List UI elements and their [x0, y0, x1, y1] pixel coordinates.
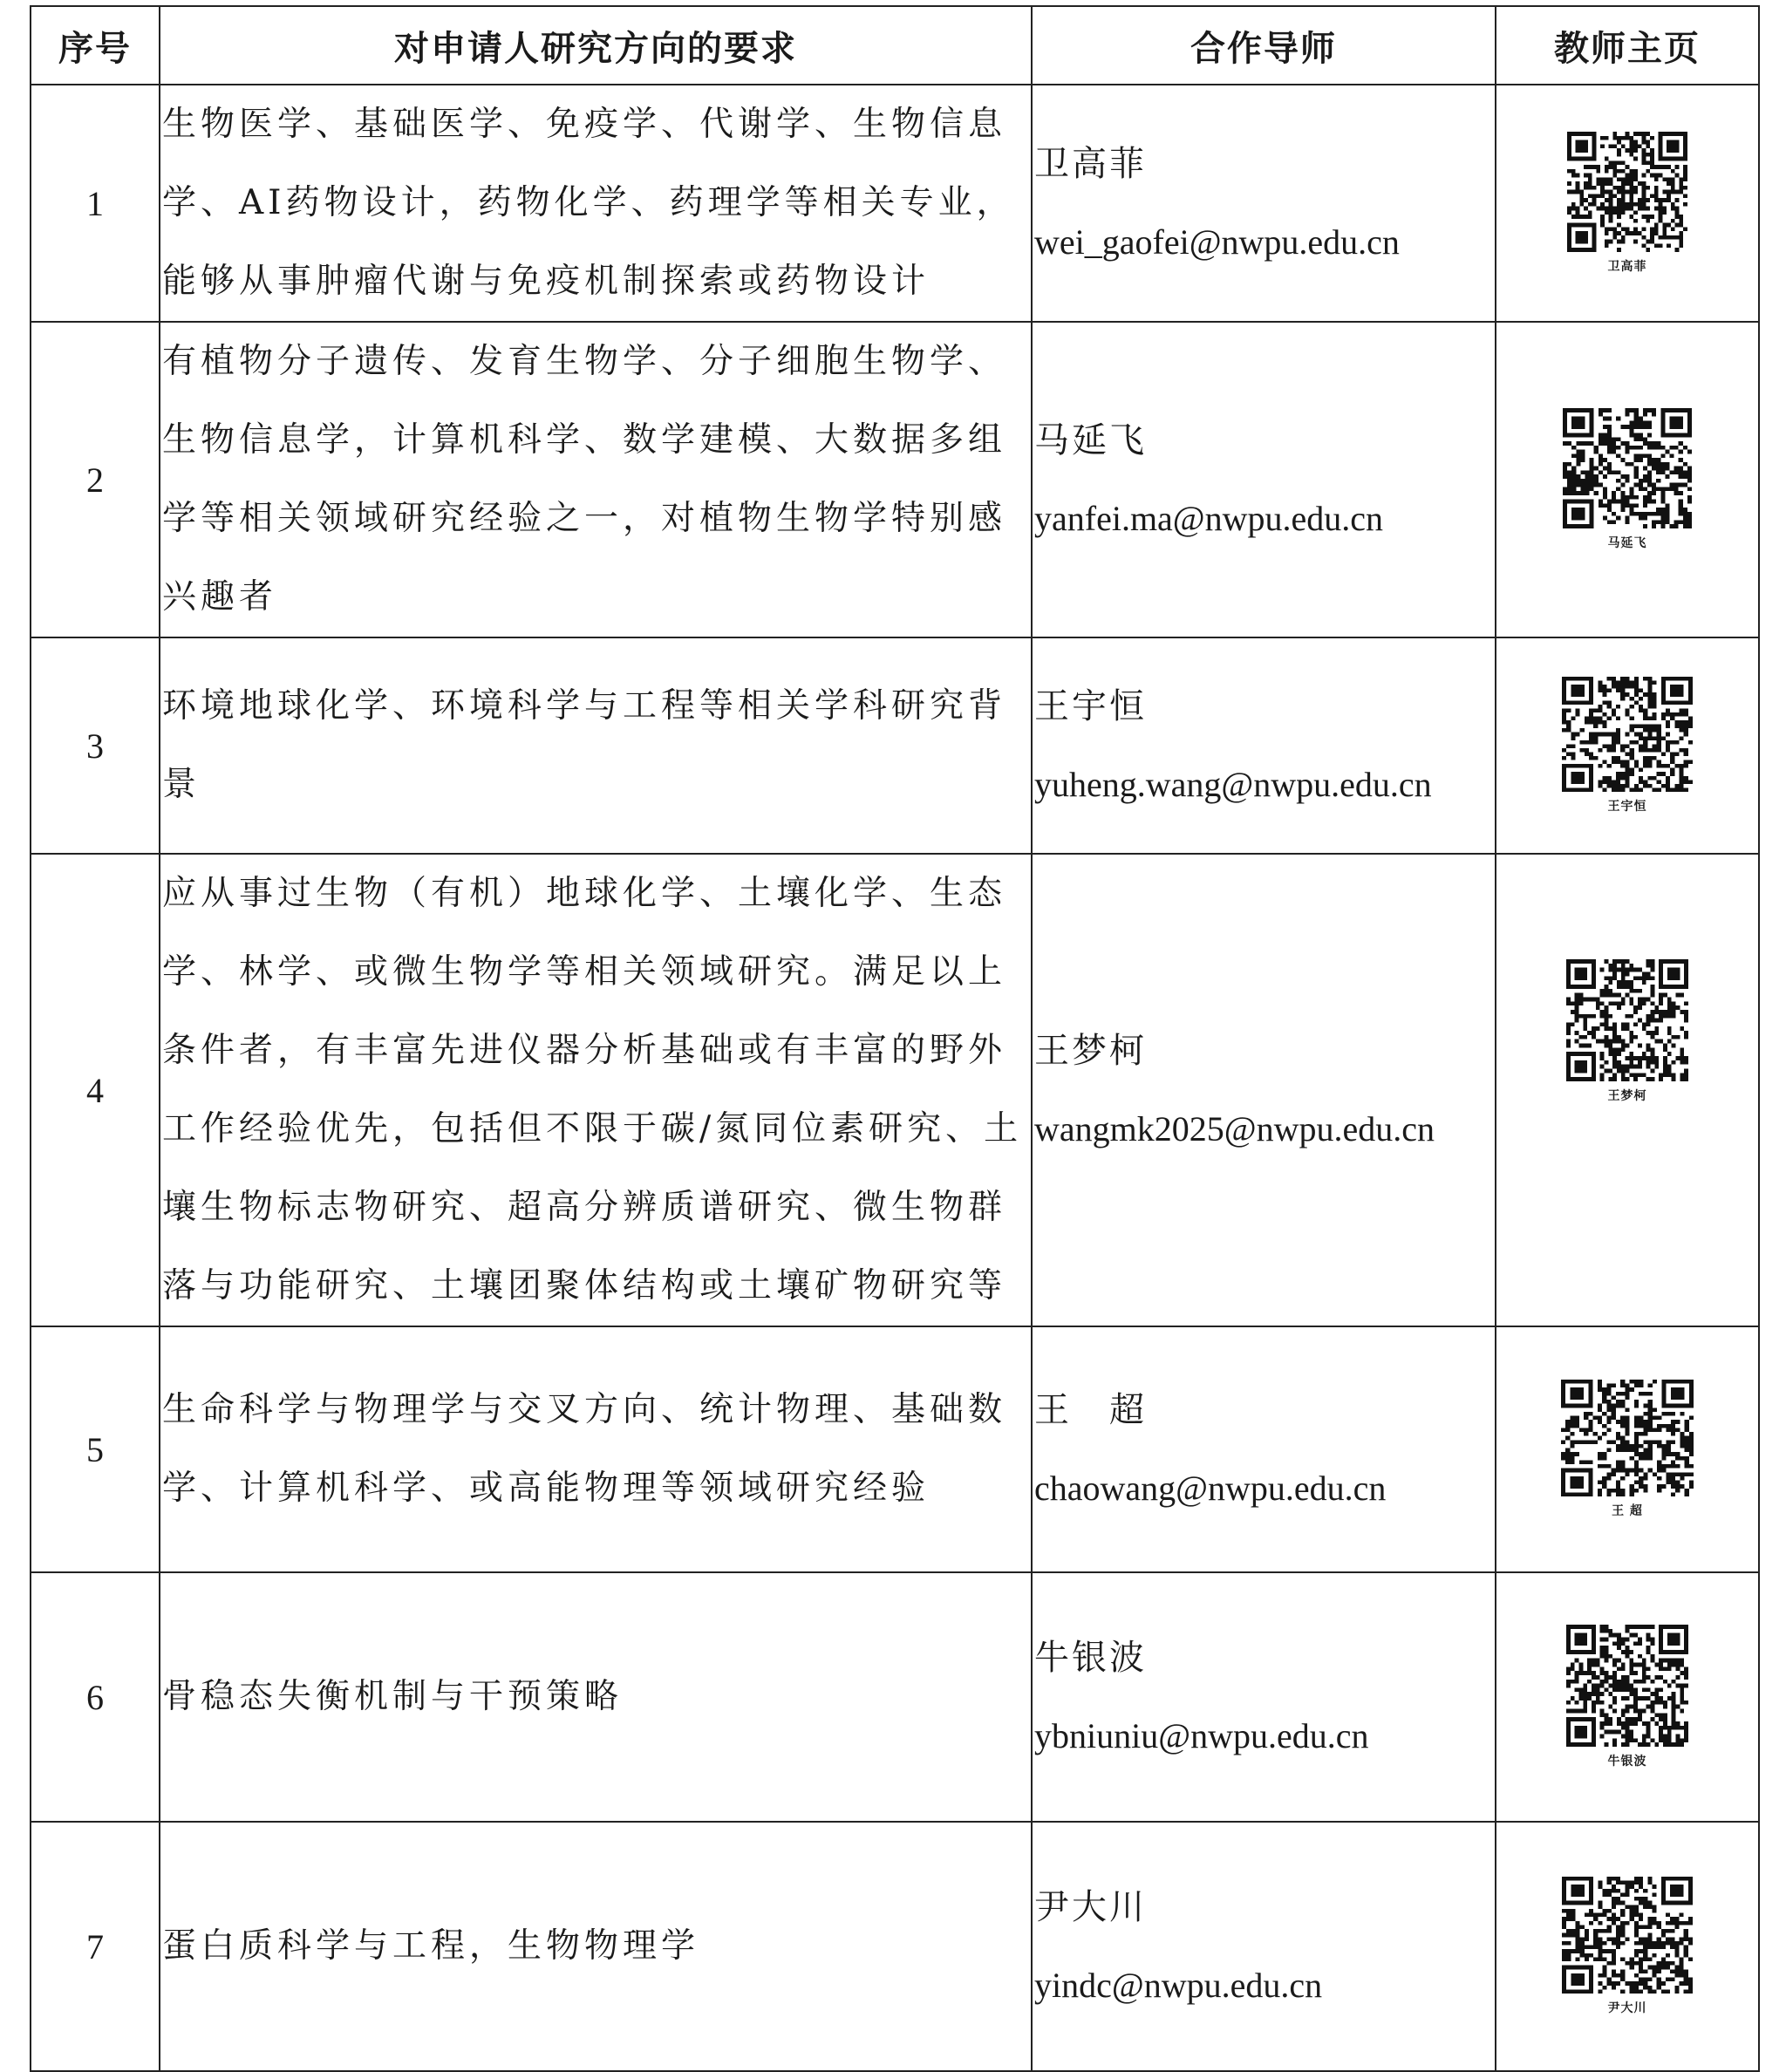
advisor-email[interactable]: wei_gaofei@nwpu.edu.cn	[1034, 222, 1400, 262]
row-requirement: 有植物分子遗传、发育生物学、分子细胞生物学、生物信息学，计算机科学、数学建模、大数据多组学等相关领域研究经验之一，对植物生物学特别感兴趣者	[160, 322, 1032, 637]
row-advisor	[1032, 85, 1496, 322]
row-homepage	[1496, 1822, 1759, 2071]
homepage-qr[interactable]	[1566, 959, 1688, 1104]
row-advisor	[1032, 1822, 1496, 2071]
row-requirement: 生物医学、基础医学、免疫学、代谢学、生物信息学、AI药物设计，药物化学、药理学等相关专业，能够从事肿瘤代谢与免疫机制探索或药物设计	[160, 85, 1032, 322]
advisor-email[interactable]: ybniuniu@nwpu.edu.cn	[1034, 1716, 1369, 1755]
qr-code-icon	[1562, 1877, 1693, 1994]
row-homepage	[1496, 1572, 1759, 1822]
advisor-email[interactable]: yindc@nwpu.edu.cn	[1034, 1966, 1323, 2005]
row-homepage	[1496, 85, 1759, 322]
row-seq: 5	[31, 1326, 160, 1572]
advisor-name: 卫高菲	[1034, 144, 1147, 184]
advisor-name: 尹大川	[1034, 1887, 1147, 1927]
qr-code-icon	[1566, 1625, 1688, 1747]
row-requirement: 应从事过生物（有机）地球化学、土壤化学、生态学、林学、或微生物学等相关领域研究。满足以上条件者，有丰富先进仪器分析基础或有丰富的野外工作经验优先，包括但不限于碳/氮同位素研究、土壤生物标志物研究、超高分辨质谱研究、微生物群落与功能研究、土壤团聚体结构或土壤矿物研究等	[160, 854, 1032, 1326]
row-seq: 4	[31, 854, 160, 1326]
table-row	[31, 1572, 1759, 1822]
row-requirement: 环境地球化学、环境科学与工程等相关学科研究背景	[160, 637, 1032, 854]
qr-caption: 牛银波	[1607, 1755, 1647, 1769]
qr-caption: 尹大川	[1607, 2001, 1647, 2015]
row-seq: 2	[31, 322, 160, 637]
table-row	[31, 85, 1759, 322]
row-advisor	[1032, 854, 1496, 1326]
homepage-qr[interactable]	[1563, 408, 1692, 551]
qr-caption: 王 超	[1612, 1504, 1643, 1518]
advisor-email[interactable]: wangmk2025@nwpu.edu.cn	[1034, 1109, 1435, 1148]
row-requirement: 生命科学与物理学与交叉方向、统计物理、基础数学、计算机科学、或高能物理等领域研究经验	[160, 1326, 1032, 1572]
header-seq: 序号	[31, 6, 160, 85]
qr-caption: 马延飞	[1607, 536, 1647, 550]
advisor-table	[30, 5, 1760, 2072]
homepage-qr[interactable]	[1562, 677, 1693, 814]
table-row	[31, 637, 1759, 854]
row-seq: 7	[31, 1822, 160, 2071]
header-homepage: 教师主页	[1496, 6, 1759, 85]
table-row	[31, 854, 1759, 1326]
row-advisor	[1032, 637, 1496, 854]
table-header-row	[31, 6, 1759, 85]
advisor-email[interactable]: yanfei.ma@nwpu.edu.cn	[1034, 499, 1384, 538]
row-advisor	[1032, 1572, 1496, 1822]
row-homepage	[1496, 322, 1759, 637]
row-seq: 1	[31, 85, 160, 322]
row-advisor	[1032, 322, 1496, 637]
homepage-qr[interactable]	[1567, 132, 1687, 275]
advisor-name: 马延飞	[1034, 420, 1147, 460]
qr-caption: 王梦柯	[1607, 1089, 1647, 1103]
row-homepage	[1496, 637, 1759, 854]
advisor-email[interactable]: yuheng.wang@nwpu.edu.cn	[1034, 765, 1432, 804]
qr-caption: 卫高菲	[1607, 260, 1647, 274]
homepage-qr[interactable]	[1562, 1877, 1693, 2016]
table-row	[31, 1326, 1759, 1572]
advisor-name: 王宇恒	[1034, 686, 1147, 726]
row-advisor	[1032, 1326, 1496, 1572]
row-seq: 6	[31, 1572, 160, 1822]
row-requirement: 蛋白质科学与工程，生物物理学	[160, 1822, 1032, 2071]
qr-code-icon	[1562, 677, 1693, 792]
row-seq: 3	[31, 637, 160, 854]
row-requirement: 骨稳态失衡机制与干预策略	[160, 1572, 1032, 1822]
header-requirement: 对申请人研究方向的要求	[160, 6, 1032, 85]
advisor-email[interactable]: chaowang@nwpu.edu.cn	[1034, 1469, 1387, 1508]
advisor-name: 王梦柯	[1034, 1031, 1147, 1071]
qr-code-icon	[1566, 959, 1688, 1081]
homepage-qr[interactable]	[1566, 1625, 1688, 1769]
table-row	[31, 322, 1759, 637]
table-row	[31, 1822, 1759, 2071]
advisor-name: 王 超	[1034, 1390, 1147, 1430]
qr-caption: 王宇恒	[1607, 800, 1647, 814]
qr-code-icon	[1563, 408, 1692, 528]
row-homepage	[1496, 854, 1759, 1326]
advisor-name: 牛银波	[1034, 1638, 1147, 1678]
qr-code-icon	[1567, 132, 1687, 252]
header-advisor: 合作导师	[1032, 6, 1496, 85]
qr-code-icon	[1561, 1380, 1694, 1496]
row-homepage	[1496, 1326, 1759, 1572]
homepage-qr[interactable]	[1561, 1380, 1694, 1519]
